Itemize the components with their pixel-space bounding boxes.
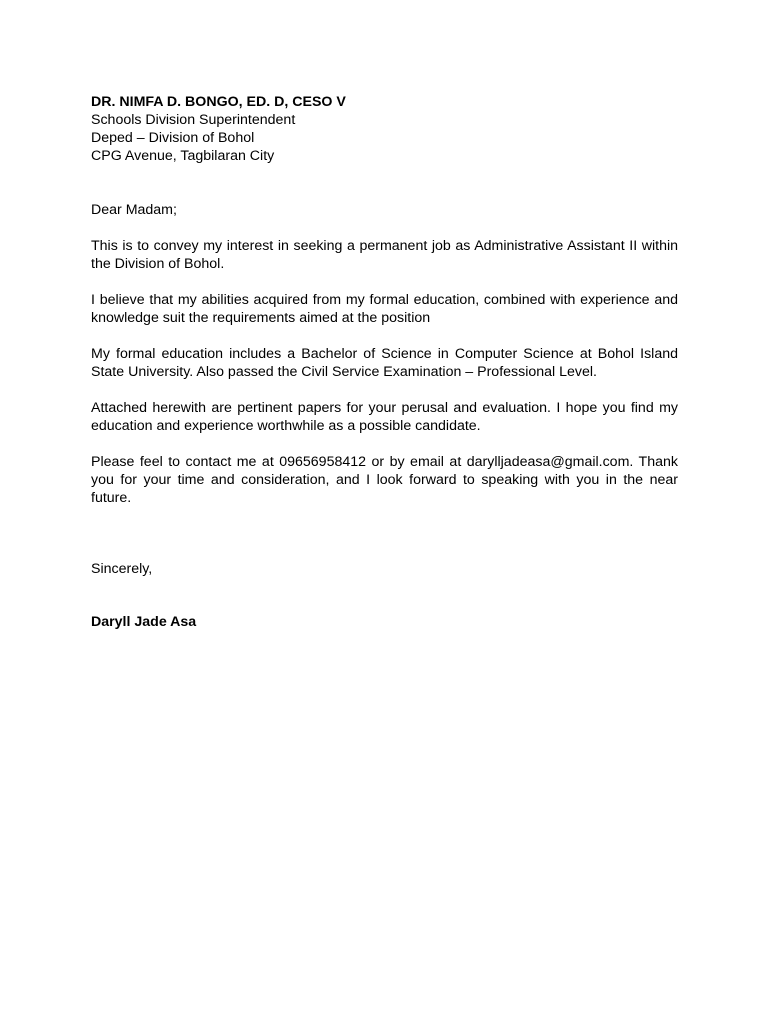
salutation: Dear Madam; xyxy=(91,202,177,218)
recipient-address: CPG Avenue, Tagbilaran City xyxy=(91,148,275,164)
closing: Sincerely, xyxy=(91,561,153,577)
recipient-name: DR. NIMFA D. BONGO, ED. D, CESO V xyxy=(91,94,346,110)
paragraph-contact: Please feel to contact me at 09656958412 or by email at darylljadeasa@gmail.com. Thank you for your time and consideration, and I look forward to speaking with you in the near future. xyxy=(91,454,678,506)
paragraph-education: My formal education includes a Bachelor of Science in Computer Science at Bohol Island State University. Also passed the Civil Service Examination – Professional Level. xyxy=(91,346,678,380)
paragraph-attachments: Attached herewith are pertinent papers for your perusal and evaluation. I hope you find my education and experience worthwhile as a possible candidate. xyxy=(91,400,678,434)
signature: Daryll Jade Asa xyxy=(91,614,197,630)
recipient-office: Deped – Division of Bohol xyxy=(91,130,255,146)
recipient-block xyxy=(91,93,678,165)
paragraph-abilities: I believe that my abilities acquired from my formal education, combined with experience and knowledge suit the requirements aimed at the position xyxy=(91,292,678,326)
recipient-title: Schools Division Superintendent xyxy=(91,112,296,128)
letter-body xyxy=(91,93,678,631)
paragraph-interest: This is to convey my interest in seeking a permanent job as Administrative Assistant II within the Division of Bohol. xyxy=(91,238,678,272)
